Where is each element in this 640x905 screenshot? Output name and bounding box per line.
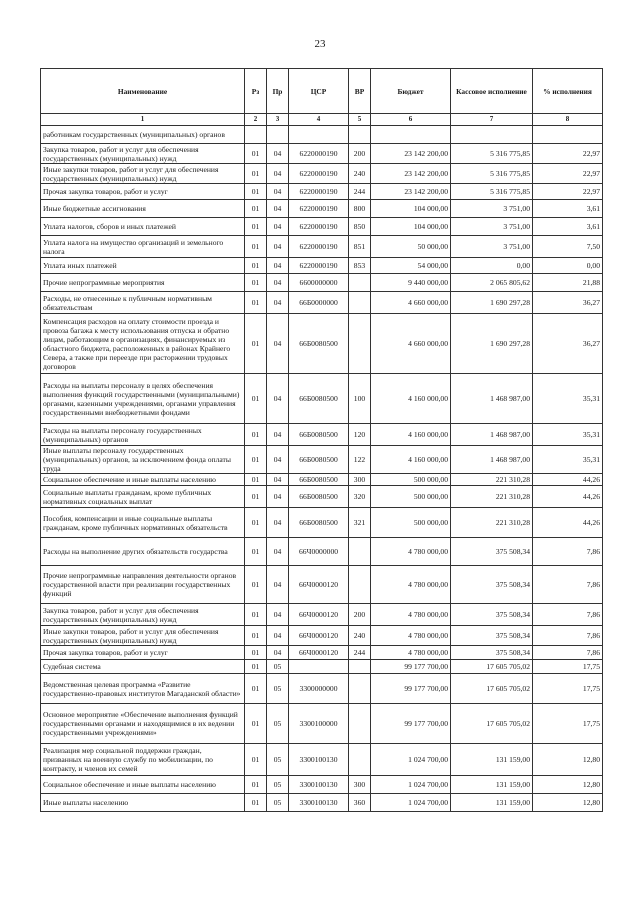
row-budget-cell: 4 160 000,00 — [371, 374, 451, 424]
table-row — [41, 446, 603, 474]
row-budget-cell: 1 024 700,00 — [371, 776, 451, 794]
row-rz-cell: 01 — [245, 446, 267, 474]
row-pct-cell: 17,75 — [533, 674, 603, 704]
row-pr-cell: 04 — [267, 236, 289, 258]
row-csr-cell: 66Б0080500 — [289, 446, 349, 474]
row-pct-cell: 7,86 — [533, 538, 603, 566]
row-exec-cell: 17 605 705,02 — [451, 674, 533, 704]
row-csr-cell: 66Б0080500 — [289, 474, 349, 486]
header-pr: Пр — [267, 69, 289, 114]
row-exec-cell: 5 316 775,85 — [451, 144, 533, 164]
row-name-cell: Прочие непрограммные направления деятельности органов государственной власти при реализации государственных функций — [41, 566, 245, 604]
row-budget-cell: 4 780 000,00 — [371, 646, 451, 660]
row-budget-cell: 9 440 000,00 — [371, 274, 451, 292]
row-vr-cell: 244 — [349, 184, 371, 200]
row-exec-cell: 221 310,28 — [451, 486, 533, 508]
row-pct-cell: 7,50 — [533, 236, 603, 258]
row-name-cell: Основное мероприятие «Обеспечение выполнения функций государственными органами и находящимися в их ведении государственными учреждениями» — [41, 704, 245, 744]
table-row — [41, 164, 603, 184]
row-pr-cell: 05 — [267, 704, 289, 744]
row-budget-cell: 1 024 700,00 — [371, 794, 451, 812]
row-pr-cell: 04 — [267, 274, 289, 292]
row-csr-cell: 66Ч0000120 — [289, 626, 349, 646]
header-budget: Бюджет — [371, 69, 451, 114]
table-row — [41, 126, 603, 144]
row-rz-cell: 01 — [245, 424, 267, 446]
row-name-cell: Компенсация расходов на оплату стоимости проезда и провоза багажа к месту использования отпуска и обратно лицам, работающим в организациях, финансируемых из областного бюджета, расположенных в районах Крайнего Севера, а также при переезде при расторжении трудовых договоров — [41, 314, 245, 374]
row-pct-cell: 22,97 — [533, 144, 603, 164]
row-rz-cell: 01 — [245, 292, 267, 314]
table-row — [41, 626, 603, 646]
row-budget-cell: 500 000,00 — [371, 486, 451, 508]
row-name-cell: Уплата налога на имущество организаций и земельного налога — [41, 236, 245, 258]
row-exec-cell: 1 690 297,28 — [451, 314, 533, 374]
row-pr-cell: 04 — [267, 486, 289, 508]
row-pr-cell: 04 — [267, 292, 289, 314]
row-csr-cell: 3300100130 — [289, 744, 349, 776]
row-rz-cell: 01 — [245, 566, 267, 604]
table-row — [41, 604, 603, 626]
table-row — [41, 144, 603, 164]
header-rz: Рз — [245, 69, 267, 114]
row-pct-cell: 22,97 — [533, 184, 603, 200]
row-rz-cell: 01 — [245, 604, 267, 626]
row-exec-cell: 3 751,00 — [451, 236, 533, 258]
row-rz-cell: 01 — [245, 236, 267, 258]
row-csr-cell: 66Б0000000 — [289, 292, 349, 314]
row-pr-cell: 04 — [267, 200, 289, 218]
row-rz-cell: 01 — [245, 660, 267, 674]
row-rz-cell: 01 — [245, 674, 267, 704]
row-budget-cell: 23 142 200,00 — [371, 144, 451, 164]
row-vr-cell: 320 — [349, 486, 371, 508]
column-number-row — [41, 114, 603, 126]
row-name-cell: Расходы, не отнесенные к публичным нормативным обязательствам — [41, 292, 245, 314]
row-name-cell: Прочие непрограммные мероприятия — [41, 274, 245, 292]
row-pct-cell: 44,26 — [533, 508, 603, 538]
budget-execution-table — [40, 68, 603, 812]
row-vr-cell: 800 — [349, 200, 371, 218]
row-exec-cell: 131 159,00 — [451, 776, 533, 794]
row-name-cell: Иные выплаты населению — [41, 794, 245, 812]
row-pr-cell: 04 — [267, 218, 289, 236]
row-name-cell: Расходы на выполнение других обязательств государства — [41, 538, 245, 566]
row-exec-cell: 1 468 987,00 — [451, 424, 533, 446]
table-row — [41, 674, 603, 704]
row-name-cell: Иные бюджетные ассигнования — [41, 200, 245, 218]
row-pr-cell: 04 — [267, 604, 289, 626]
row-pr-cell: 05 — [267, 674, 289, 704]
row-vr-cell: 200 — [349, 604, 371, 626]
row-vr-cell — [349, 660, 371, 674]
row-csr-cell: 6220000190 — [289, 184, 349, 200]
table-row — [41, 704, 603, 744]
row-exec-cell — [451, 126, 533, 144]
row-pr-cell: 04 — [267, 626, 289, 646]
table-row — [41, 236, 603, 258]
table-row — [41, 424, 603, 446]
row-exec-cell: 17 605 705,02 — [451, 660, 533, 674]
row-rz-cell: 01 — [245, 374, 267, 424]
row-pct-cell: 36,27 — [533, 314, 603, 374]
row-vr-cell: 300 — [349, 474, 371, 486]
row-name-cell: Расходы на выплаты персоналу государственных (муниципальных) органов — [41, 424, 245, 446]
row-vr-cell: 300 — [349, 776, 371, 794]
row-budget-cell: 104 000,00 — [371, 200, 451, 218]
row-name-cell: Социальное обеспечение и иные выплаты населению — [41, 474, 245, 486]
row-budget-cell: 4 780 000,00 — [371, 626, 451, 646]
row-csr-cell: 66Ч0000120 — [289, 566, 349, 604]
table-row — [41, 274, 603, 292]
row-pr-cell: 04 — [267, 538, 289, 566]
row-rz-cell: 01 — [245, 626, 267, 646]
table-row — [41, 374, 603, 424]
row-name-cell: Прочая закупка товаров, работ и услуг — [41, 184, 245, 200]
row-exec-cell: 1 468 987,00 — [451, 374, 533, 424]
row-pr-cell — [267, 126, 289, 144]
row-name-cell: работникам государственных (муниципальных) органов — [41, 126, 245, 144]
row-budget-cell: 54 000,00 — [371, 258, 451, 274]
row-pr-cell: 05 — [267, 744, 289, 776]
row-csr-cell: 66Ч0000120 — [289, 604, 349, 626]
row-pr-cell: 04 — [267, 144, 289, 164]
row-name-cell: Расходы на выплаты персоналу в целях обеспечения выполнения функций государственными (муниципальными) органами, казенными учреждениями, органами управления государственными внебюджетными фондами — [41, 374, 245, 424]
row-rz-cell: 01 — [245, 474, 267, 486]
row-rz-cell: 01 — [245, 184, 267, 200]
column-number: 8 — [533, 114, 603, 126]
row-budget-cell: 23 142 200,00 — [371, 164, 451, 184]
row-budget-cell — [371, 126, 451, 144]
row-vr-cell — [349, 314, 371, 374]
row-name-cell: Социальное обеспечение и иные выплаты населению — [41, 776, 245, 794]
table-row — [41, 794, 603, 812]
row-pct-cell: 44,26 — [533, 486, 603, 508]
row-rz-cell: 01 — [245, 144, 267, 164]
column-number: 7 — [451, 114, 533, 126]
row-vr-cell: 850 — [349, 218, 371, 236]
table-row — [41, 486, 603, 508]
row-name-cell: Пособия, компенсации и иные социальные выплаты гражданам, кроме публичных нормативных обязательств — [41, 508, 245, 538]
row-pct-cell: 7,86 — [533, 626, 603, 646]
table-row — [41, 184, 603, 200]
row-csr-cell: 66Ч0000000 — [289, 538, 349, 566]
table-row — [41, 660, 603, 674]
row-csr-cell — [289, 660, 349, 674]
row-pr-cell: 05 — [267, 794, 289, 812]
row-budget-cell: 4 780 000,00 — [371, 566, 451, 604]
table-row — [41, 776, 603, 794]
table-row — [41, 566, 603, 604]
row-exec-cell: 0,00 — [451, 258, 533, 274]
header-exec: Кассовое исполнение — [451, 69, 533, 114]
row-rz-cell: 01 — [245, 274, 267, 292]
row-budget-cell: 99 177 700,00 — [371, 660, 451, 674]
row-exec-cell: 375 508,34 — [451, 566, 533, 604]
row-pct-cell: 12,80 — [533, 776, 603, 794]
row-pct-cell: 3,61 — [533, 200, 603, 218]
row-vr-cell — [349, 566, 371, 604]
row-pct-cell: 12,80 — [533, 794, 603, 812]
row-pct-cell: 0,00 — [533, 258, 603, 274]
row-pr-cell: 04 — [267, 424, 289, 446]
row-vr-cell: 240 — [349, 626, 371, 646]
row-name-cell: Ведомственная целевая программа «Развитие государственно-правовых институтов Магаданской области» — [41, 674, 245, 704]
row-vr-cell: 321 — [349, 508, 371, 538]
row-pr-cell: 04 — [267, 258, 289, 274]
row-rz-cell: 01 — [245, 646, 267, 660]
row-name-cell: Социальные выплаты гражданам, кроме публичных нормативных социальных выплат — [41, 486, 245, 508]
row-csr-cell: 66Б0080500 — [289, 424, 349, 446]
row-budget-cell: 104 000,00 — [371, 218, 451, 236]
row-rz-cell: 01 — [245, 776, 267, 794]
column-number: 6 — [371, 114, 451, 126]
row-csr-cell — [289, 126, 349, 144]
row-vr-cell — [349, 274, 371, 292]
row-name-cell: Закупка товаров, работ и услуг для обеспечения государственных (муниципальных) нужд — [41, 604, 245, 626]
row-exec-cell: 2 065 805,62 — [451, 274, 533, 292]
table-row — [41, 508, 603, 538]
row-csr-cell: 6220000190 — [289, 144, 349, 164]
row-csr-cell: 3300000000 — [289, 674, 349, 704]
row-pr-cell: 05 — [267, 776, 289, 794]
row-rz-cell: 01 — [245, 164, 267, 184]
row-csr-cell: 6220000190 — [289, 200, 349, 218]
row-budget-cell: 4 780 000,00 — [371, 538, 451, 566]
row-budget-cell: 4 660 000,00 — [371, 292, 451, 314]
row-rz-cell: 01 — [245, 538, 267, 566]
row-csr-cell: 66Ч0000120 — [289, 646, 349, 660]
row-pct-cell: 7,86 — [533, 566, 603, 604]
row-pct-cell: 36,27 — [533, 292, 603, 314]
row-pr-cell: 04 — [267, 446, 289, 474]
row-pct-cell — [533, 126, 603, 144]
row-budget-cell: 23 142 200,00 — [371, 184, 451, 200]
row-csr-cell: 6220000190 — [289, 164, 349, 184]
row-pct-cell: 17,75 — [533, 704, 603, 744]
row-csr-cell: 66Б0080500 — [289, 314, 349, 374]
table-row — [41, 200, 603, 218]
row-pct-cell: 21,88 — [533, 274, 603, 292]
row-vr-cell: 100 — [349, 374, 371, 424]
row-pr-cell: 04 — [267, 184, 289, 200]
row-vr-cell: 120 — [349, 424, 371, 446]
row-vr-cell — [349, 704, 371, 744]
row-name-cell: Иные выплаты персоналу государственных (муниципальных) органов, за исключением фонда оплаты труда — [41, 446, 245, 474]
row-vr-cell: 122 — [349, 446, 371, 474]
row-vr-cell: 240 — [349, 164, 371, 184]
row-exec-cell: 1 690 297,28 — [451, 292, 533, 314]
row-csr-cell: 6220000190 — [289, 258, 349, 274]
row-csr-cell: 66Б0080500 — [289, 508, 349, 538]
row-budget-cell: 4 780 000,00 — [371, 604, 451, 626]
row-exec-cell: 3 751,00 — [451, 218, 533, 236]
row-exec-cell: 3 751,00 — [451, 200, 533, 218]
row-budget-cell: 1 024 700,00 — [371, 744, 451, 776]
row-exec-cell: 131 159,00 — [451, 744, 533, 776]
row-vr-cell — [349, 126, 371, 144]
row-rz-cell: 01 — [245, 704, 267, 744]
row-budget-cell: 500 000,00 — [371, 508, 451, 538]
row-vr-cell: 244 — [349, 646, 371, 660]
row-name-cell: Судебная система — [41, 660, 245, 674]
row-csr-cell: 66Б0080500 — [289, 486, 349, 508]
header-pct: % исполнения — [533, 69, 603, 114]
row-rz-cell: 01 — [245, 486, 267, 508]
row-rz-cell — [245, 126, 267, 144]
column-number: 3 — [267, 114, 289, 126]
row-exec-cell: 5 316 775,85 — [451, 184, 533, 200]
row-budget-cell: 4 160 000,00 — [371, 446, 451, 474]
row-exec-cell: 375 508,34 — [451, 538, 533, 566]
table-row — [41, 646, 603, 660]
row-pct-cell: 44,26 — [533, 474, 603, 486]
column-number: 5 — [349, 114, 371, 126]
row-vr-cell — [349, 674, 371, 704]
row-name-cell: Реализация мер социальной поддержки граждан, призванных на военную службу по мобилизации, по контракту, и членов их семей — [41, 744, 245, 776]
row-exec-cell: 221 310,28 — [451, 474, 533, 486]
row-csr-cell: 66Б0080500 — [289, 374, 349, 424]
row-pr-cell: 04 — [267, 374, 289, 424]
table-row — [41, 314, 603, 374]
row-budget-cell: 99 177 700,00 — [371, 674, 451, 704]
row-exec-cell: 1 468 987,00 — [451, 446, 533, 474]
row-csr-cell: 3300100130 — [289, 776, 349, 794]
column-number: 4 — [289, 114, 349, 126]
row-name-cell: Уплата иных платежей — [41, 258, 245, 274]
row-name-cell: Иные закупки товаров, работ и услуг для обеспечения государственных (муниципальных) нужд — [41, 626, 245, 646]
row-rz-cell: 01 — [245, 794, 267, 812]
row-pct-cell: 22,97 — [533, 164, 603, 184]
row-pct-cell: 7,86 — [533, 604, 603, 626]
table-header-row — [41, 69, 603, 114]
table-row — [41, 258, 603, 274]
row-csr-cell: 6220000190 — [289, 218, 349, 236]
row-pct-cell: 35,31 — [533, 446, 603, 474]
row-pct-cell: 35,31 — [533, 374, 603, 424]
table-row — [41, 744, 603, 776]
row-pr-cell: 05 — [267, 660, 289, 674]
row-budget-cell: 4 160 000,00 — [371, 424, 451, 446]
header-csr: ЦСР — [289, 69, 349, 114]
row-name-cell: Уплата налогов, сборов и иных платежей — [41, 218, 245, 236]
row-vr-cell — [349, 538, 371, 566]
row-pr-cell: 04 — [267, 508, 289, 538]
row-vr-cell: 200 — [349, 144, 371, 164]
row-pct-cell: 3,61 — [533, 218, 603, 236]
row-budget-cell: 50 000,00 — [371, 236, 451, 258]
row-pct-cell: 7,86 — [533, 646, 603, 660]
row-budget-cell: 500 000,00 — [371, 474, 451, 486]
row-csr-cell: 6220000190 — [289, 236, 349, 258]
row-rz-cell: 01 — [245, 258, 267, 274]
row-rz-cell: 01 — [245, 744, 267, 776]
row-csr-cell: 6600000000 — [289, 274, 349, 292]
row-vr-cell: 853 — [349, 258, 371, 274]
row-vr-cell: 851 — [349, 236, 371, 258]
row-csr-cell: 3300100130 — [289, 794, 349, 812]
row-vr-cell — [349, 292, 371, 314]
table-row — [41, 474, 603, 486]
row-exec-cell: 375 508,34 — [451, 626, 533, 646]
row-pr-cell: 04 — [267, 314, 289, 374]
row-exec-cell: 221 310,28 — [451, 508, 533, 538]
table-row — [41, 218, 603, 236]
table-row — [41, 292, 603, 314]
header-name: Наименование — [41, 69, 245, 114]
row-name-cell: Прочая закупка товаров, работ и услуг — [41, 646, 245, 660]
column-number: 1 — [41, 114, 245, 126]
column-number: 2 — [245, 114, 267, 126]
row-rz-cell: 01 — [245, 314, 267, 374]
row-exec-cell: 375 508,34 — [451, 646, 533, 660]
row-rz-cell: 01 — [245, 508, 267, 538]
row-pr-cell: 04 — [267, 164, 289, 184]
row-rz-cell: 01 — [245, 218, 267, 236]
row-pr-cell: 04 — [267, 646, 289, 660]
row-name-cell: Иные закупки товаров, работ и услуг для обеспечения государственных (муниципальных) нужд — [41, 164, 245, 184]
row-vr-cell: 360 — [349, 794, 371, 812]
table-row — [41, 538, 603, 566]
row-pct-cell: 12,80 — [533, 744, 603, 776]
page-number: 23 — [314, 38, 326, 50]
row-name-cell: Закупка товаров, работ и услуг для обеспечения государственных (муниципальных) нужд — [41, 144, 245, 164]
row-rz-cell: 01 — [245, 200, 267, 218]
row-exec-cell: 375 508,34 — [451, 604, 533, 626]
row-pr-cell: 04 — [267, 474, 289, 486]
row-exec-cell: 131 159,00 — [451, 794, 533, 812]
row-exec-cell: 5 316 775,85 — [451, 164, 533, 184]
row-vr-cell — [349, 744, 371, 776]
row-pct-cell: 17,75 — [533, 660, 603, 674]
row-csr-cell: 3300100000 — [289, 704, 349, 744]
row-exec-cell: 17 605 705,02 — [451, 704, 533, 744]
header-vr: ВР — [349, 69, 371, 114]
row-budget-cell: 99 177 700,00 — [371, 704, 451, 744]
row-pr-cell: 04 — [267, 566, 289, 604]
row-pct-cell: 35,31 — [533, 424, 603, 446]
row-budget-cell: 4 660 000,00 — [371, 314, 451, 374]
